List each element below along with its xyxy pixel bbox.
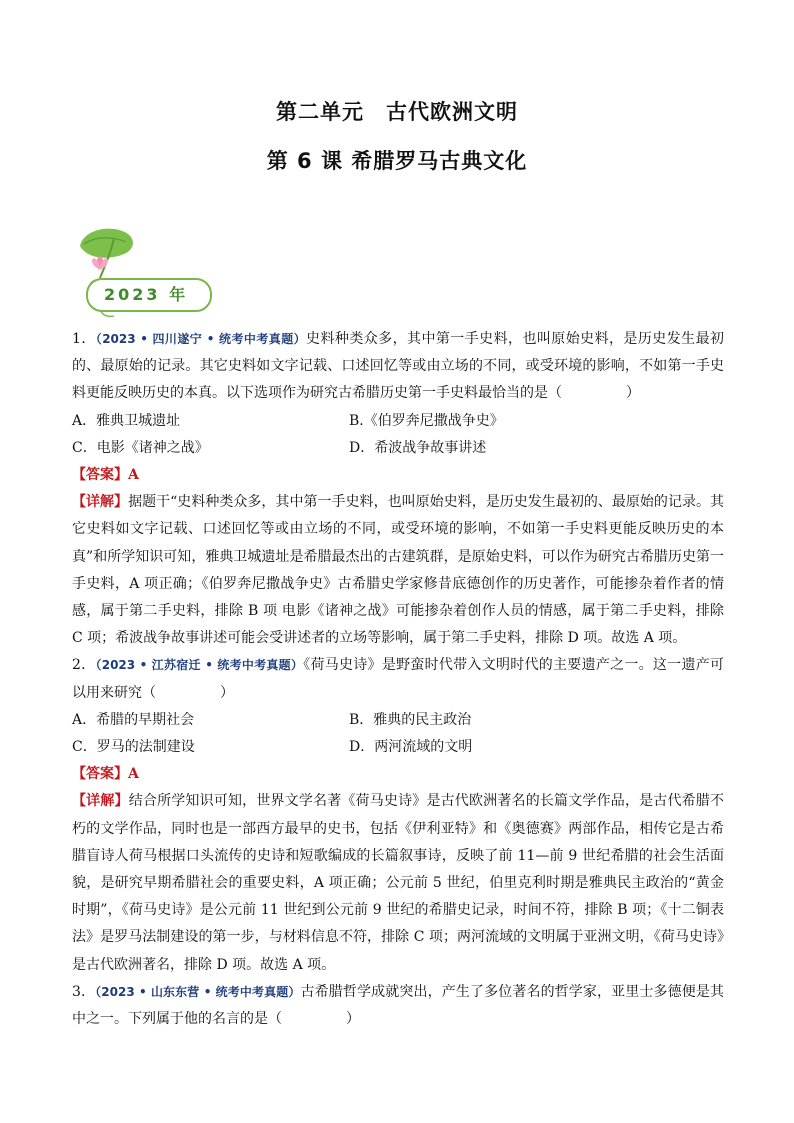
question-stem: 古希腊哲学成就突出，产生了多位著名的哲学家，亚里士多德便是其中之一。下列属于他的名言的是（ <box>72 983 725 1028</box>
answer-line <box>72 761 724 788</box>
answer-label: 【答案】 <box>72 467 128 484</box>
question-stem: 《荷马史诗》是野蛮时代带入文明时代的主要遗产之一。这一遗产可以用来研究（ <box>72 657 724 701</box>
answer-value: A <box>128 766 139 783</box>
question-1: 1．（2023 • 四川遂宁 • 统考中考真题）史料种类众多，其中第一手史料，也叫原始史料，是历史发生最初的、最原始的记录。其它史料如文字记载、口述回忆等或由立场的不同，或受环境的影响，不如第一手史料更能反映历史的本真。以下选项作为研究古希腊历史第一手史料最恰当的是（ ） <box>72 331 724 402</box>
question-source: （2023 • 江苏宿迁 • 统考中考真题） <box>95 658 304 673</box>
lesson-title: 第 6 课 希腊罗马古典文化 <box>266 149 528 173</box>
question-number: 2． <box>72 657 96 674</box>
question-source: （2023 • 四川遂宁 • 统考中考真题） <box>95 332 307 346</box>
question-number: 3． <box>72 983 96 1000</box>
questions-section <box>72 326 724 1033</box>
explanation-label: 【详解】 <box>72 494 129 511</box>
option-a: A．希腊的早期社会 <box>72 711 195 728</box>
option-a: A．雅典卫城遗址 <box>72 412 181 429</box>
options-row <box>72 435 724 462</box>
answer-value: A <box>128 467 139 484</box>
option-d: D．希波战争故事讲述 <box>349 439 487 456</box>
explanation <box>72 489 724 652</box>
question-2: 2．（2023 • 江苏宿迁 • 统考中考真题）《荷马史诗》是野蛮时代带入文明时代的主要遗产之一。这一遗产可以用来研究（ ） <box>72 657 724 701</box>
options-row <box>72 408 724 435</box>
explanation-text: 结合所学知识可知，世界文学名著《荷马史诗》是古代欧洲著名的长篇文学作品，是古代希腊不朽的文学作品，同时也是一部西方最早的史书，包括《伊利亚特》和《奥德赛》两部作品，相传它是古希腊盲诗人荷马根据口头流传的史诗和短歌编成的长篇叙事诗，反映了前 11—前 9 世纪希腊的社会生活面貌，是研究早期希腊社会的重要史料，A 项正确；公元前 5 世纪，伯里克利时期是雅典民主政治的“黄金时期”，《荷马史诗》是公元前 11 世纪到公元前 9 世纪的希腊史记录，时间不符，排除 B 项；《十二铜表法》是罗马法制建设的第一步，与材料信息不符，排除 C 项；两河流域的文明属于亚洲文明，《荷马史诗》是古代欧洲著名，排除 D 项。故选 A 项。 <box>72 793 725 973</box>
question-3: 3．（2023 • 山东东营 • 统考中考真题）古希腊哲学成就突出，产生了多位著名的哲学家，亚里士多德便是其中之一。下列属于他的名言的是（ ） <box>72 983 725 1028</box>
explanation-text: 据题干“史料种类众多，其中第一手史料，也叫原始史料，是历史发生最初的、最原始的记录。其它史料如文字记载、口述回忆等或由立场的不同，或受环境的影响，不如第一手史料更能反映历史的本真”和所学知识可知，雅典卫城遗址是希腊最杰出的古建筑群，是原始史料，可以作为研究古希腊历史第一手史料，A 项正确；《伯罗奔尼撒战争史》古希腊史学家修昔底德创作的历史著作，可能掺杂着作者的情感，属于第二手史料，排除 B 项 电影《诸神之战》可能掺杂着创作人员的情感，属于第二手史料，排除 C 项；希波战争故事讲述可能会受讲述者的立场等影响，属于第二手史料，排除 D 项。故选 A 项。 <box>72 494 725 647</box>
option-b: B．雅典的民主政治 <box>349 711 472 728</box>
question-source: （2023 • 山东东营 • 统考中考真题） <box>95 984 301 999</box>
year-label: 2023 年 <box>104 285 189 304</box>
question-number: 1． <box>72 331 96 347</box>
question-stem: 史料种类众多，其中第一手史料，也叫原始史料，是历史发生最初的、最原始的记录。其它史料如文字记载、口述回忆等或由立场的不同，或受环境的影响，不如第一手史料更能反映历史的本真。以下选项作为研究古希腊历史第一手史料最恰当的是（ <box>72 331 724 402</box>
option-b: B.《伯罗奔尼撒战争史》 <box>349 412 504 429</box>
option-d: D．两河流域的文明 <box>349 739 473 756</box>
answer-label: 【答案】 <box>72 766 128 783</box>
option-c: C．电影《诸神之战》 <box>72 439 209 456</box>
explanation <box>72 788 724 978</box>
option-c: C．罗马的法制建设 <box>72 739 195 756</box>
explanation-label: 【详解】 <box>72 793 129 810</box>
answer-line <box>72 462 724 489</box>
unit-title: 第二单元 古代欧洲文明 <box>276 100 518 124</box>
options-row <box>72 734 724 761</box>
options-row <box>72 707 724 734</box>
